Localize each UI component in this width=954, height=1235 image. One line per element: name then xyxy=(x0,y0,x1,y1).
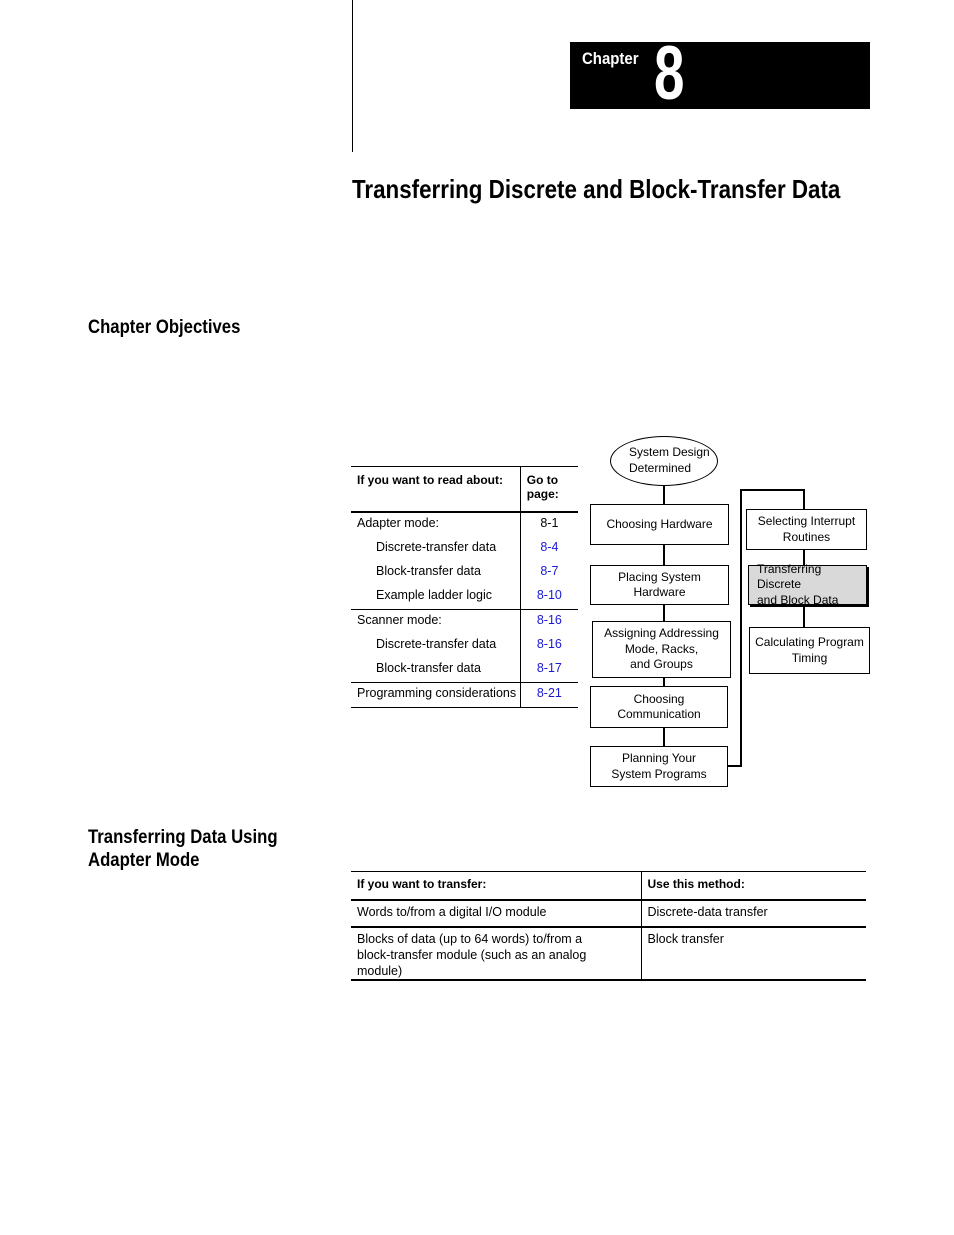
section-heading-adapter xyxy=(88,826,278,872)
connector-line xyxy=(740,489,804,491)
flow-step-label: Transferring Discrete and Block Data xyxy=(757,561,839,607)
page-link[interactable]: 8-17 xyxy=(536,660,562,675)
row-topic: Discrete-transfer data xyxy=(351,537,520,561)
table-row xyxy=(351,537,578,561)
row-topic: Programming considerations xyxy=(351,682,520,707)
flow-step-current xyxy=(748,561,867,607)
flow-step-label: Placing System Hardware xyxy=(618,569,701,599)
flow-step xyxy=(749,627,870,674)
page-link[interactable]: 8-16 xyxy=(520,609,578,634)
flow-step xyxy=(590,504,729,545)
row-topic: Scanner mode: xyxy=(351,609,520,634)
row-topic: Discrete-transfer data xyxy=(351,634,520,658)
row-topic: Block-transfer data xyxy=(351,658,520,683)
page-link[interactable]: 8-4 xyxy=(540,539,559,554)
chapter-number: 8 xyxy=(654,31,685,116)
flow-start-oval xyxy=(610,436,718,486)
flow-step xyxy=(590,746,728,787)
flow-start-label: System Design Determined xyxy=(629,445,710,475)
table-row xyxy=(351,900,866,927)
row-transfer: Blocks of data (up to 64 words) to/from a block-transfer module (such as an analog module) xyxy=(351,927,641,980)
row-page: 8-1 xyxy=(540,515,559,530)
flow-step xyxy=(746,509,867,550)
connector-line xyxy=(663,677,665,686)
adapter-method-table xyxy=(351,871,866,981)
page-link[interactable]: 8-10 xyxy=(536,587,562,602)
table-row xyxy=(351,927,866,980)
header-method: Use this method: xyxy=(641,872,866,900)
connector-line xyxy=(803,489,805,509)
table-row xyxy=(351,658,578,683)
table-row xyxy=(351,561,578,585)
section-heading-objectives: Chapter Objectives xyxy=(88,317,241,338)
table-row xyxy=(351,512,578,537)
page-title: Transferring Discrete and Block-Transfer Data xyxy=(352,174,841,204)
page-link[interactable]: 8-16 xyxy=(536,636,562,651)
row-method: Block transfer xyxy=(641,927,866,980)
page-link[interactable]: 8-7 xyxy=(540,563,559,578)
table-row xyxy=(351,682,578,707)
objectives-table xyxy=(351,466,578,708)
page-link[interactable]: 8-21 xyxy=(520,682,578,707)
table-row xyxy=(351,634,578,658)
header-topic: If you want to read about: xyxy=(351,467,520,512)
header-page: Go to page: xyxy=(520,467,578,512)
table-header-row xyxy=(351,872,866,900)
flow-step-label: Selecting Interrupt Routines xyxy=(757,514,856,544)
margin-rule xyxy=(352,0,353,152)
connector-line xyxy=(663,728,665,746)
flow-step-label: Calculating Program Timing xyxy=(755,635,864,665)
chapter-label: Chapter xyxy=(582,49,639,68)
chapter-banner xyxy=(570,31,870,116)
flow-step-label: Choosing Hardware xyxy=(606,516,713,531)
section-heading-line: Transferring Data Using xyxy=(88,827,278,848)
flow-step xyxy=(590,565,729,605)
table-row xyxy=(351,585,578,610)
row-transfer: Words to/from a digital I/O module xyxy=(351,900,641,927)
row-topic: Adapter mode: xyxy=(351,512,520,537)
flow-step xyxy=(592,621,731,678)
connector-line xyxy=(663,486,665,504)
flow-step-label: Assigning Addressing Mode, Racks, and Groups xyxy=(604,626,719,672)
header-transfer: If you want to transfer: xyxy=(351,872,641,900)
row-method: Discrete-data transfer xyxy=(641,900,866,927)
connector-line xyxy=(663,604,665,621)
flow-step-label: Choosing Communication xyxy=(617,691,701,721)
connector-line xyxy=(740,489,742,767)
table-header-row xyxy=(351,467,578,512)
connector-line xyxy=(663,545,665,565)
row-topic: Block-transfer data xyxy=(351,561,520,585)
table-row xyxy=(351,609,578,634)
row-topic: Example ladder logic xyxy=(351,585,520,610)
connector-line xyxy=(803,605,805,627)
flow-step-label: Planning Your System Programs xyxy=(611,751,707,781)
section-heading-line: Adapter Mode xyxy=(88,850,200,871)
flow-step xyxy=(590,686,728,728)
